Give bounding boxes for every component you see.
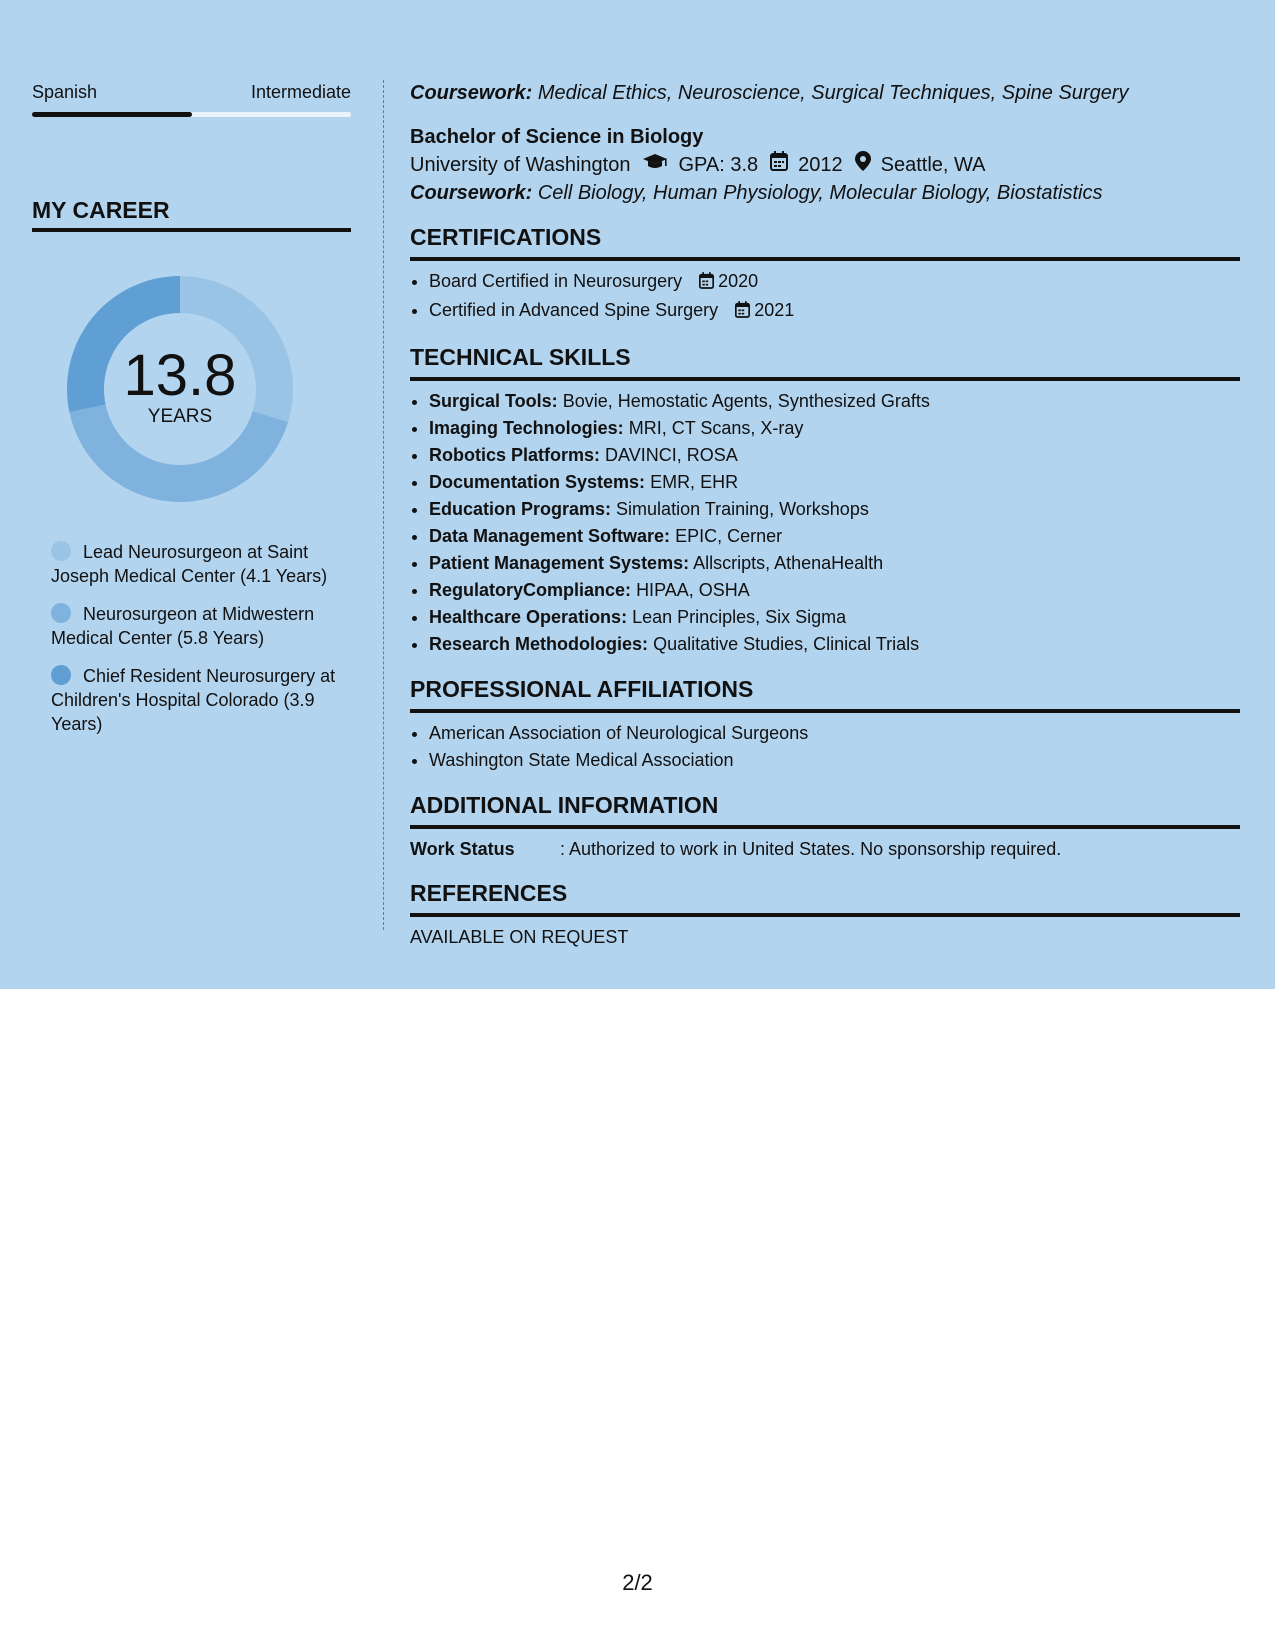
certification-name: Board Certified in Neurosurgery bbox=[429, 271, 683, 291]
career-legend-item bbox=[51, 664, 336, 736]
section-rule bbox=[410, 709, 1240, 713]
legend-dot-icon bbox=[51, 665, 71, 685]
skill-value: Bovie, Hemostatic Agents, Synthesized Grafts bbox=[562, 391, 930, 411]
legend-dot-icon bbox=[51, 541, 71, 561]
skill-value: EPIC, Cerner bbox=[675, 526, 783, 546]
school-name: University of Washington bbox=[410, 154, 631, 176]
affiliation-item: • Washington State Medical Association bbox=[429, 747, 1240, 774]
skill-value: Allscripts, AthenaHealth bbox=[693, 553, 884, 573]
main-content bbox=[410, 80, 1240, 950]
work-status-row bbox=[410, 836, 1240, 862]
left-sidebar bbox=[32, 80, 351, 750]
additional-info-title: ADDITIONAL INFORMATION bbox=[410, 792, 719, 818]
location: Seattle, WA bbox=[880, 154, 986, 176]
section-rule bbox=[410, 377, 1240, 381]
calendar-icon bbox=[735, 299, 750, 326]
calendar-icon bbox=[699, 270, 714, 297]
graduation-year: 2012 bbox=[798, 154, 843, 176]
skill-value: DAVINCI, ROSA bbox=[605, 445, 738, 465]
skill-item bbox=[429, 577, 1240, 604]
skill-label: Robotics Platforms: bbox=[429, 445, 601, 465]
section-rule bbox=[410, 825, 1240, 829]
certification-item bbox=[429, 297, 1240, 326]
technical-skills-title: TECHNICAL SKILLS bbox=[410, 344, 631, 370]
skill-item bbox=[429, 469, 1240, 496]
affiliation-item: • American Association of Neurological Surgeons bbox=[429, 720, 1240, 747]
career-donut-chart bbox=[65, 274, 295, 504]
skill-value: MRI, CT Scans, X-ray bbox=[628, 418, 804, 438]
skills-list bbox=[410, 388, 1240, 658]
skill-label: Research Methodologies: bbox=[429, 634, 649, 654]
language-row bbox=[32, 80, 351, 104]
skill-label: Data Management Software: bbox=[429, 526, 671, 546]
work-status-label: Work Status bbox=[410, 839, 515, 859]
career-role-label: Lead Neurosurgeon at Saint Joseph Medical Center (4.1 Years) bbox=[51, 542, 328, 586]
language-proficiency-fill bbox=[32, 112, 192, 117]
skill-item bbox=[429, 415, 1240, 442]
skill-item bbox=[429, 388, 1240, 415]
education-details bbox=[410, 150, 1240, 180]
skill-value: Qualitative Studies, Clinical Trials bbox=[653, 634, 920, 654]
coursework-line bbox=[410, 180, 1240, 206]
career-heading: MY CAREER bbox=[32, 197, 170, 223]
location-pin-icon bbox=[855, 150, 871, 180]
page-number: 2/2 bbox=[622, 1570, 653, 1595]
skill-item bbox=[429, 631, 1240, 658]
certification-year: 2021 bbox=[754, 300, 795, 320]
skill-label: Documentation Systems: bbox=[429, 472, 646, 492]
career-legend-item bbox=[51, 602, 336, 650]
coursework-line bbox=[410, 80, 1240, 106]
career-total-value: 13.8 bbox=[123, 343, 237, 408]
skill-label: Healthcare Operations: bbox=[429, 607, 628, 627]
language-proficiency-bar bbox=[32, 112, 351, 117]
language-level: Intermediate bbox=[250, 82, 351, 102]
skill-item bbox=[429, 496, 1240, 523]
career-legend bbox=[32, 540, 336, 736]
skill-label: RegulatoryCompliance: bbox=[429, 580, 632, 600]
skill-item bbox=[429, 442, 1240, 469]
degree-title: Bachelor of Science in Biology bbox=[410, 126, 704, 148]
certifications-title: CERTIFICATIONS bbox=[410, 224, 602, 250]
certifications-list bbox=[410, 268, 1240, 326]
affiliations-list bbox=[410, 720, 1240, 774]
references-text: AVAILABLE ON REQUEST bbox=[410, 927, 629, 947]
career-role-label: Neurosurgeon at Midwestern Medical Center (5.8 Years) bbox=[51, 604, 315, 648]
skill-value: EMR, EHR bbox=[650, 472, 739, 492]
work-status-value: : Authorized to work in United States. No sponsorship required. bbox=[560, 839, 1062, 859]
certification-name: Certified in Advanced Spine Surgery bbox=[429, 300, 719, 320]
graduation-cap-icon bbox=[642, 150, 668, 180]
coursework-text: Medical Ethics, Neuroscience, Surgical Techniques, Spine Surgery bbox=[537, 82, 1129, 104]
skill-item bbox=[429, 604, 1240, 631]
certification-year: 2020 bbox=[718, 271, 759, 291]
career-role-label: Chief Resident Neurosurgery at Children's Hospital Colorado (3.9 Years) bbox=[51, 666, 336, 734]
section-rule bbox=[410, 257, 1240, 261]
coursework-label: Coursework: bbox=[410, 182, 533, 204]
career-legend-item bbox=[51, 540, 336, 588]
section-rule bbox=[410, 913, 1240, 917]
legend-dot-icon bbox=[51, 603, 71, 623]
coursework-label: Coursework: bbox=[410, 82, 533, 104]
skill-value: Simulation Training, Workshops bbox=[616, 499, 869, 519]
skill-value: HIPAA, OSHA bbox=[636, 580, 750, 600]
career-total-unit: YEARS bbox=[147, 406, 213, 427]
skill-label: Surgical Tools: bbox=[429, 391, 558, 411]
career-heading-rule bbox=[32, 228, 351, 232]
skill-value: Lean Principles, Six Sigma bbox=[632, 607, 847, 627]
affiliations-title: PROFESSIONAL AFFILIATIONS bbox=[410, 676, 754, 702]
language-name: Spanish bbox=[32, 82, 98, 102]
skill-label: Education Programs: bbox=[429, 499, 612, 519]
calendar-icon bbox=[770, 150, 788, 180]
certification-item bbox=[429, 268, 1240, 297]
skill-item bbox=[429, 550, 1240, 577]
skill-item bbox=[429, 523, 1240, 550]
skill-label: Imaging Technologies: bbox=[429, 418, 624, 438]
column-divider bbox=[383, 80, 384, 930]
gpa: GPA: 3.8 bbox=[678, 154, 759, 176]
coursework-text: Cell Biology, Human Physiology, Molecular Biology, Biostatistics bbox=[537, 182, 1103, 204]
skill-label: Patient Management Systems: bbox=[429, 553, 690, 573]
references-title: REFERENCES bbox=[410, 880, 568, 906]
